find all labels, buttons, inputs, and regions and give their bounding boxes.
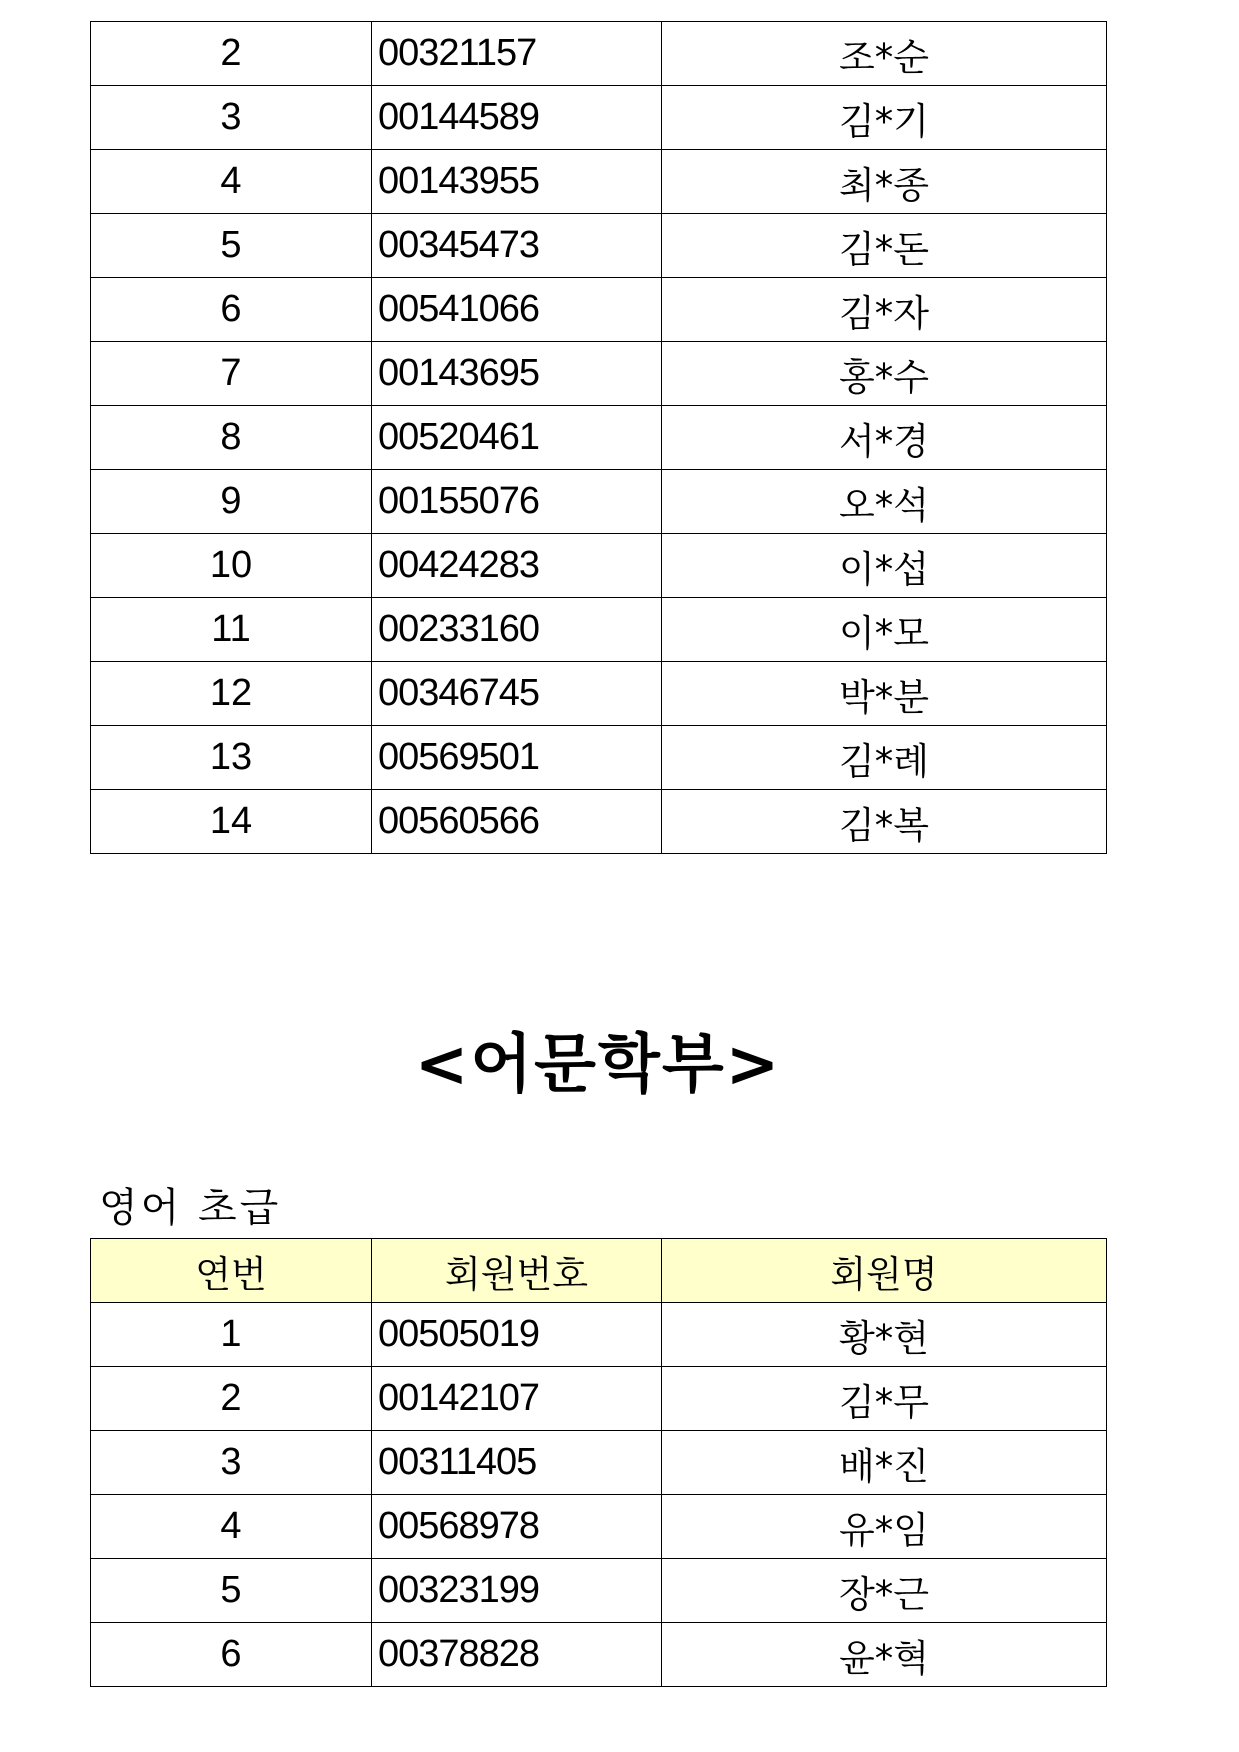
row-number: 2 <box>91 1367 372 1431</box>
member-name: 김*복 <box>662 790 1107 854</box>
member-id: 00143955 <box>372 150 662 214</box>
header-member-id: 회원번호 <box>372 1239 662 1303</box>
member-name: 배*진 <box>662 1431 1107 1495</box>
table-row <box>91 598 1107 662</box>
member-id: 00424283 <box>372 534 662 598</box>
member-table-body <box>91 22 1107 854</box>
table-row <box>91 1559 1107 1623</box>
member-name: 장*근 <box>662 1559 1107 1623</box>
member-name: 최*종 <box>662 150 1107 214</box>
table-row <box>91 278 1107 342</box>
table-row <box>91 86 1107 150</box>
row-number: 13 <box>91 726 372 790</box>
english-beginner-table <box>90 1238 1107 1687</box>
member-name: 유*임 <box>662 1495 1107 1559</box>
table-row <box>91 662 1107 726</box>
table-row <box>91 726 1107 790</box>
member-id: 00346745 <box>372 662 662 726</box>
header-no: 연번 <box>91 1239 372 1303</box>
member-id: 00541066 <box>372 278 662 342</box>
row-number: 11 <box>91 598 372 662</box>
member-id: 00321157 <box>372 22 662 86</box>
table-row <box>91 22 1107 86</box>
member-name: 김*례 <box>662 726 1107 790</box>
row-number: 1 <box>91 1303 372 1367</box>
table-header <box>91 1239 1107 1303</box>
row-number: 4 <box>91 1495 372 1559</box>
member-name: 김*자 <box>662 278 1107 342</box>
member-name: 김*기 <box>662 86 1107 150</box>
member-name: 박*분 <box>662 662 1107 726</box>
table-row <box>91 470 1107 534</box>
member-table-continued <box>90 21 1107 854</box>
table-row <box>91 1303 1107 1367</box>
row-number: 2 <box>91 22 372 86</box>
member-id: 00142107 <box>372 1367 662 1431</box>
row-number: 6 <box>91 1623 372 1687</box>
member-name: 오*석 <box>662 470 1107 534</box>
row-number: 14 <box>91 790 372 854</box>
member-name: 홍*수 <box>662 342 1107 406</box>
row-number: 12 <box>91 662 372 726</box>
row-number: 5 <box>91 214 372 278</box>
member-name: 윤*혁 <box>662 1623 1107 1687</box>
member-id: 00569501 <box>372 726 662 790</box>
member-name: 김*무 <box>662 1367 1107 1431</box>
member-name: 황*현 <box>662 1303 1107 1367</box>
member-name: 이*섭 <box>662 534 1107 598</box>
table-row <box>91 534 1107 598</box>
row-number: 7 <box>91 342 372 406</box>
row-number: 3 <box>91 86 372 150</box>
member-id: 00233160 <box>372 598 662 662</box>
table-row <box>91 1431 1107 1495</box>
row-number: 5 <box>91 1559 372 1623</box>
row-number: 9 <box>91 470 372 534</box>
header-row <box>91 1239 1107 1303</box>
section-title: <어문학부> <box>414 1028 782 1102</box>
member-id: 00560566 <box>372 790 662 854</box>
member-name: 서*경 <box>662 406 1107 470</box>
row-number: 10 <box>91 534 372 598</box>
table-row <box>91 790 1107 854</box>
row-number: 4 <box>91 150 372 214</box>
course-title: 영어 초급 <box>99 1185 282 1231</box>
table-row <box>91 214 1107 278</box>
member-id: 00568978 <box>372 1495 662 1559</box>
table-row <box>91 1367 1107 1431</box>
member-id: 00311405 <box>372 1431 662 1495</box>
row-number: 8 <box>91 406 372 470</box>
table-row <box>91 1495 1107 1559</box>
table-row <box>91 150 1107 214</box>
member-id: 00155076 <box>372 470 662 534</box>
header-member-name: 회원명 <box>662 1239 1107 1303</box>
member-table-body <box>91 1303 1107 1687</box>
member-id: 00345473 <box>372 214 662 278</box>
member-id: 00323199 <box>372 1559 662 1623</box>
member-id: 00505019 <box>372 1303 662 1367</box>
member-id: 00143695 <box>372 342 662 406</box>
member-id: 00378828 <box>372 1623 662 1687</box>
table-row <box>91 342 1107 406</box>
row-number: 3 <box>91 1431 372 1495</box>
member-name: 조*순 <box>662 22 1107 86</box>
table-row <box>91 1623 1107 1687</box>
member-name: 이*모 <box>662 598 1107 662</box>
row-number: 6 <box>91 278 372 342</box>
table-row <box>91 406 1107 470</box>
member-id: 00144589 <box>372 86 662 150</box>
member-name: 김*돈 <box>662 214 1107 278</box>
member-id: 00520461 <box>372 406 662 470</box>
